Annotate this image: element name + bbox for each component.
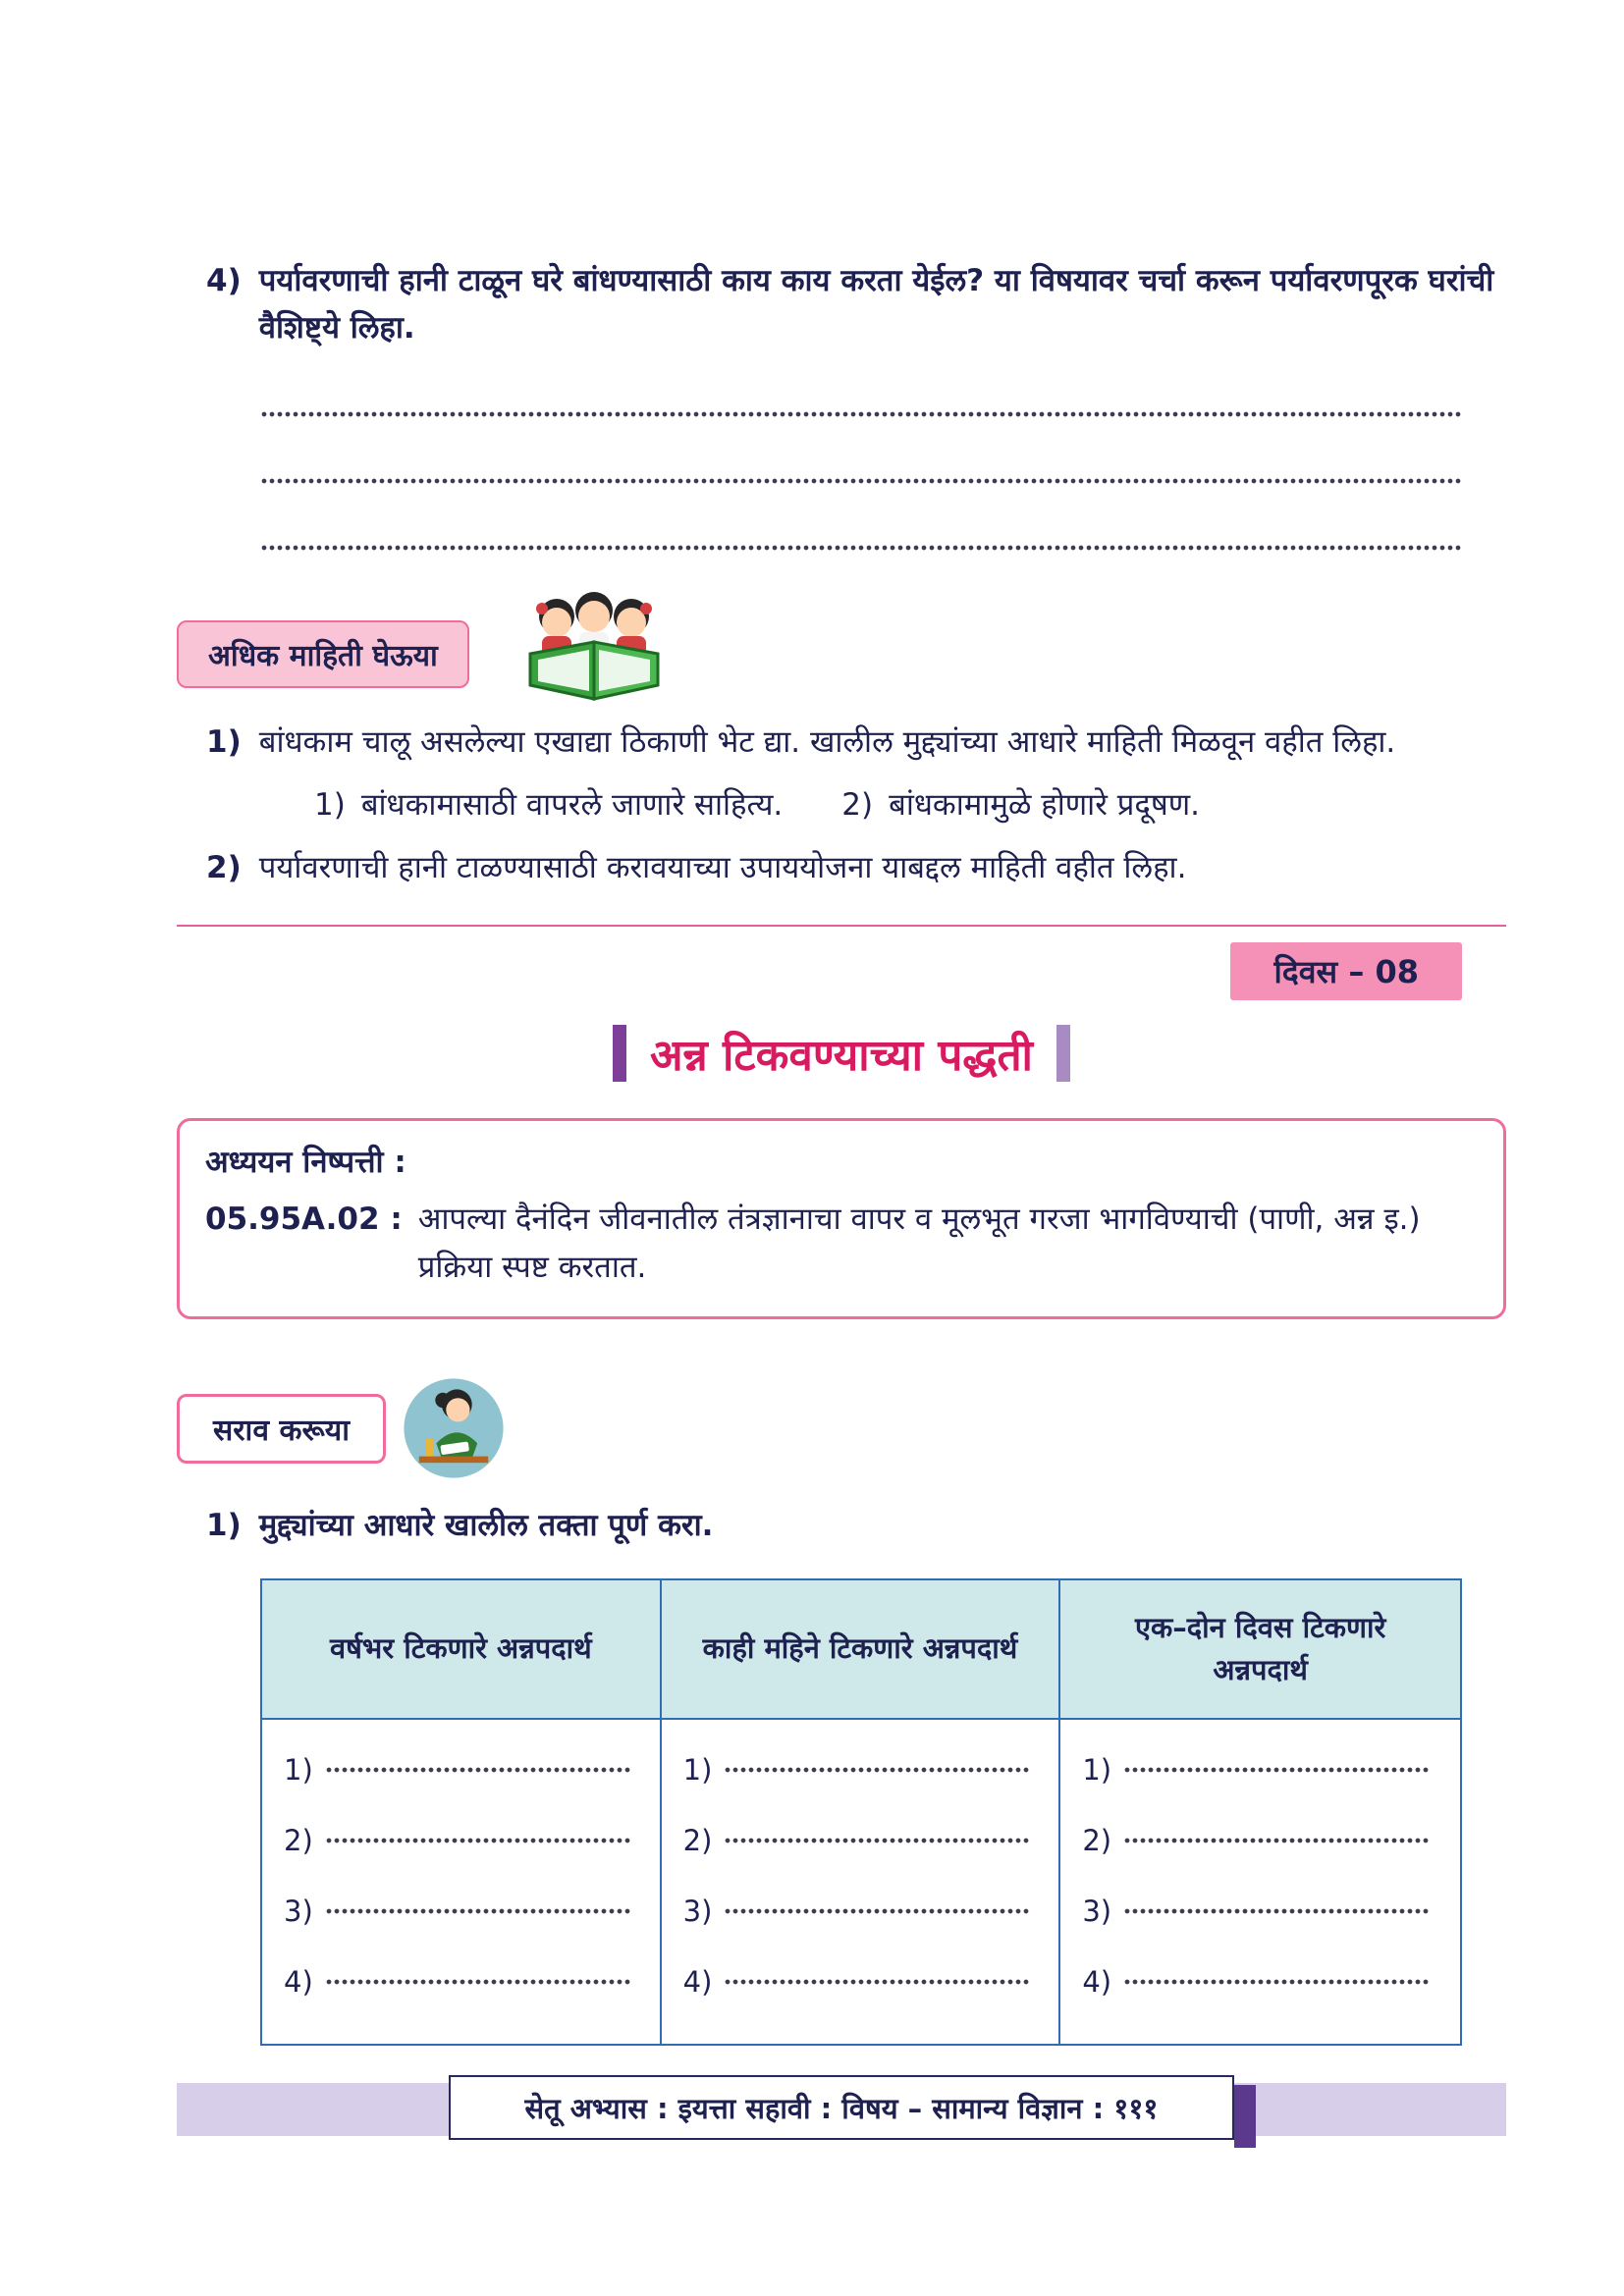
practice-question-1-number: 1) xyxy=(206,1508,242,1544)
outcome-heading: अध्ययन निष्पत्ती : xyxy=(205,1145,406,1181)
table-row xyxy=(683,1824,1034,1857)
outcome-text: आपल्या दैनंदिन जीवनातील तंत्रज्ञानाचा वापर व मूलभूत गरजा भागविण्याची (पाणी, अन्न इ.) प्रक्रिया स्पष्ट करतात. xyxy=(417,1201,1421,1286)
table-row xyxy=(1082,1965,1435,1999)
info-item-1-number: 1) xyxy=(206,724,242,761)
info-subitem-2 xyxy=(841,781,1200,828)
row-number: 1) xyxy=(682,1753,713,1788)
learning-outcome-box xyxy=(177,1118,1506,1319)
table-row xyxy=(683,1753,1034,1787)
student-studying-icon xyxy=(400,1374,508,1482)
table-row xyxy=(284,1895,634,1928)
fill-in-line xyxy=(1123,1766,1431,1774)
row-number: 2) xyxy=(284,1824,313,1858)
question-4 xyxy=(206,257,1506,351)
practice-badge xyxy=(177,1394,386,1464)
info-subitem-1-text: बांधकामासाठी वापरले जाणारे साहित्य. xyxy=(360,787,784,824)
day-badge-label: दिवस – 08 xyxy=(1273,953,1419,991)
row-number: 2) xyxy=(682,1824,713,1858)
table-header-days: एक–दोन दिवस टिकणारे अन्नपदार्थ xyxy=(1060,1580,1460,1720)
info-item-1-text: बांधकाम चालू असलेल्या एखाद्या ठिकाणी भेट द्या. खालील मुद्द्यांच्या आधारे माहिती मिळवून वहीत लिहा. xyxy=(258,724,1396,761)
section-divider xyxy=(177,925,1506,927)
answer-lines xyxy=(177,410,1506,552)
answer-line-2 xyxy=(260,477,1462,485)
info-item-2 xyxy=(206,844,1506,891)
fill-in-line xyxy=(1123,1978,1431,1986)
info-subitem-1-number: 1) xyxy=(314,787,346,824)
table-header-months: काही महिने टिकणारे अन्नपदार्थ xyxy=(662,1580,1061,1720)
info-subitem-2-text: बांधकामामुळे होणारे प्रदूषण. xyxy=(889,787,1201,824)
title-bar-left xyxy=(613,1025,626,1082)
practice-question-1 xyxy=(206,1502,1506,1549)
info-items xyxy=(177,719,1506,891)
lesson-title-row xyxy=(177,1024,1506,1083)
fill-in-line xyxy=(325,1766,630,1774)
row-number: 3) xyxy=(1082,1895,1112,1929)
info-subitem-2-number: 2) xyxy=(841,787,874,824)
table-row xyxy=(1082,1753,1435,1787)
footer-title: सेतू अभ्यास : इयत्ता सहावी : विषय – सामान्य विज्ञान : १११ xyxy=(524,2091,1159,2125)
fill-in-line xyxy=(724,1907,1029,1915)
lesson-title: अन्न टिकवण्याच्या पद्धती xyxy=(650,1031,1033,1082)
children-reading-icon xyxy=(501,589,687,707)
answer-line-3 xyxy=(260,544,1462,552)
outcome-line xyxy=(205,1196,1474,1293)
outcome-code: 05.95A.02 : xyxy=(205,1201,403,1237)
row-number: 4) xyxy=(682,1965,713,2000)
fill-in-line xyxy=(325,1837,630,1844)
info-badge-row xyxy=(177,603,1506,701)
row-number: 3) xyxy=(284,1895,313,1929)
title-bar-right xyxy=(1056,1025,1070,1082)
table-row xyxy=(683,1965,1034,1999)
table-cell-yearlong xyxy=(262,1720,662,2044)
info-subitems xyxy=(314,781,1506,828)
practice-badge-label: सराव करूया xyxy=(213,1413,350,1448)
table-row xyxy=(1082,1824,1435,1857)
answer-line-1 xyxy=(260,410,1462,418)
table-header-row xyxy=(262,1580,1460,1720)
fill-in-line xyxy=(1123,1837,1431,1844)
question-4-number: 4) xyxy=(206,263,242,298)
row-number: 1) xyxy=(284,1753,313,1788)
question-4-text: पर्यावरणाची हानी टाळून घरे बांधण्यासाठी काय काय करता येईल? या विषयावर चर्चा करून पर्यावरणपूरक घरांची वैशिष्ट्ये लिहा. xyxy=(258,263,1494,347)
footer-title-box xyxy=(449,2075,1234,2140)
info-item-1 xyxy=(206,719,1506,766)
table-row xyxy=(1082,1895,1435,1928)
fill-in-line xyxy=(724,1837,1029,1844)
fill-in-line xyxy=(325,1978,630,1986)
table-row xyxy=(683,1895,1034,1928)
table-row xyxy=(284,1824,634,1857)
row-number: 4) xyxy=(1082,1965,1112,2000)
row-number: 1) xyxy=(1082,1753,1112,1788)
info-item-2-text: पर्यावरणाची हानी टाळण्यासाठी करावयाच्या उपाययोजना याबद्दल माहिती वहीत लिहा. xyxy=(258,850,1187,886)
info-badge xyxy=(177,620,469,688)
row-number: 2) xyxy=(1082,1824,1112,1858)
fill-in-line xyxy=(1123,1907,1431,1915)
info-item-2-number: 2) xyxy=(206,850,242,886)
fill-in-line xyxy=(724,1766,1029,1774)
fill-in-line xyxy=(724,1978,1029,1986)
table-cell-months xyxy=(662,1720,1061,2044)
row-number: 3) xyxy=(682,1895,713,1929)
food-preservation-table xyxy=(260,1578,1462,2046)
row-number: 4) xyxy=(284,1965,313,2000)
table-header-yearlong: वर्षभर टिकणारे अन्नपदार्थ xyxy=(262,1580,662,1720)
practice-question-1-text: मुद्द्यांच्या आधारे खालील तक्ता पूर्ण करा. xyxy=(258,1508,714,1544)
day-badge xyxy=(1230,942,1462,1000)
info-subitem-1 xyxy=(314,781,783,828)
page-footer xyxy=(177,2075,1506,2152)
fill-in-line xyxy=(325,1907,630,1915)
table-row xyxy=(284,1753,634,1787)
table-body-row xyxy=(262,1720,1460,2044)
table-cell-days xyxy=(1060,1720,1460,2044)
table-row xyxy=(284,1965,634,1999)
footer-accent-block xyxy=(1234,2085,1256,2148)
info-badge-label: अधिक माहिती घेऊया xyxy=(208,639,438,674)
practice-badge-row xyxy=(177,1374,1506,1482)
